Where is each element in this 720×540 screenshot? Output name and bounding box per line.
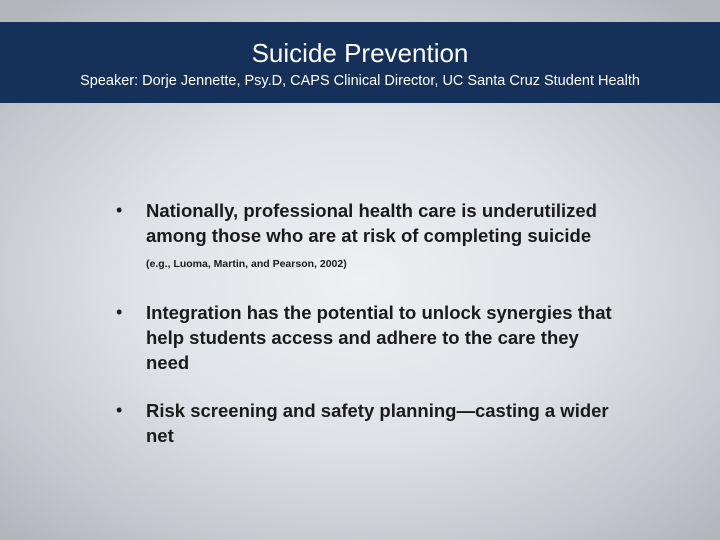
- bullet-item: [116, 300, 616, 375]
- bullet-text: Integration has the potential to unlock synergies that help students access and adhere to the care they need: [146, 302, 612, 373]
- title-band: [0, 22, 720, 103]
- bullet-list: [116, 198, 616, 471]
- bullet-point-icon: •: [116, 200, 123, 220]
- bullet-text: Nationally, professional health care is underutilized among those who are at risk of completing suicide: [146, 200, 597, 246]
- bullet-item: [116, 198, 616, 277]
- slide-title: Suicide Prevention: [251, 38, 469, 68]
- bullet-item: [116, 398, 616, 448]
- bullet-point-icon: •: [116, 400, 123, 420]
- bullet-citation: (e.g., Luoma, Martin, and Pearson, 2002): [146, 258, 347, 270]
- slide-subtitle: Speaker: Dorje Jennette, Psy.D, CAPS Clinical Director, UC Santa Cruz Student Health: [80, 73, 640, 89]
- bullet-point-icon: •: [116, 302, 123, 322]
- bullet-text: Risk screening and safety planning—casting a wider net: [146, 400, 609, 446]
